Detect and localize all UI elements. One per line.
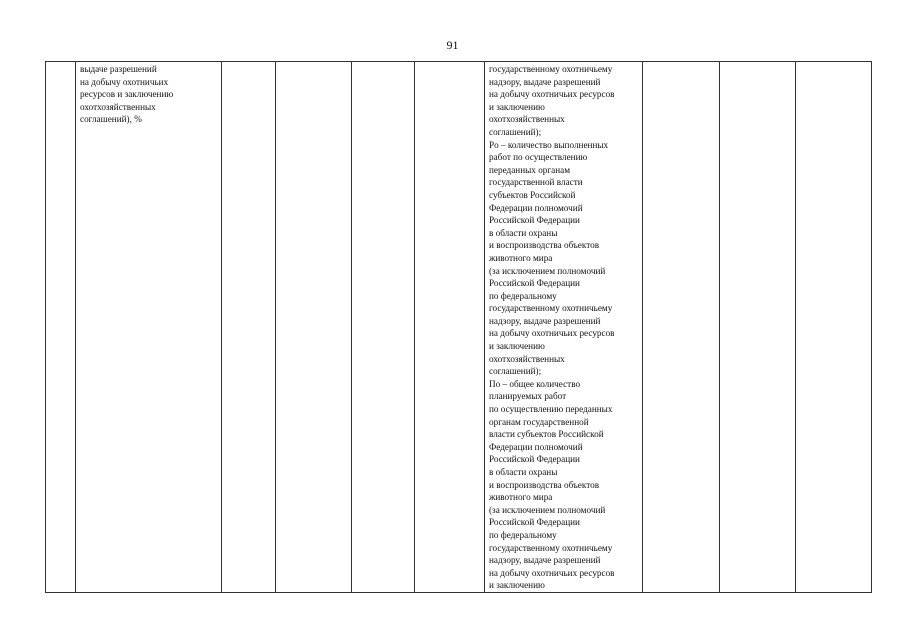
indicators-table <box>45 61 872 593</box>
number-cell <box>46 62 76 593</box>
page-number: 91 <box>446 38 459 52</box>
empty-cell <box>643 62 720 593</box>
calculation-method-cell <box>485 62 643 593</box>
empty-cell <box>796 62 872 593</box>
indicator-name-cell <box>76 62 222 593</box>
empty-cell <box>352 62 415 593</box>
calculation-method-text: государственному охотничьему надзору, выдаче разрешений на добычу охотничьих ресурсов и заключению охотхозяйственных соглашений); Po – количество выполненных работ по осуществлению переданных органам государственной власти субъектов Российской Федерации полномочий Российской Федерации в области охраны и воспроизводства объектов животного мира (за исключением полномочий Российской Федерации по федеральному государственному охотничьему надзору, выдаче разрешений на добычу охотничьих ресурсов и заключению охотхозяйственных соглашений); По – общее количество планируемых работ по осуществлению переданных органам государственной власти субъектов Российской Федерации полномочий Российской Федерации в области охраны и воспроизводства объектов животного мира (за исключением полномочий Российской Федерации по федеральному государственному охотничьему надзору, выдаче разрешений на добычу охотничьих ресурсов и заключению <box>489 64 615 591</box>
empty-cell <box>222 62 276 593</box>
indicator-name-text: выдаче разрешений на добычу охотничьих ресурсов и заключению охотхозяйственных соглашений), % <box>80 64 174 125</box>
empty-cell <box>720 62 796 593</box>
empty-cell <box>276 62 352 593</box>
empty-cell <box>415 62 485 593</box>
table-row <box>46 62 872 593</box>
